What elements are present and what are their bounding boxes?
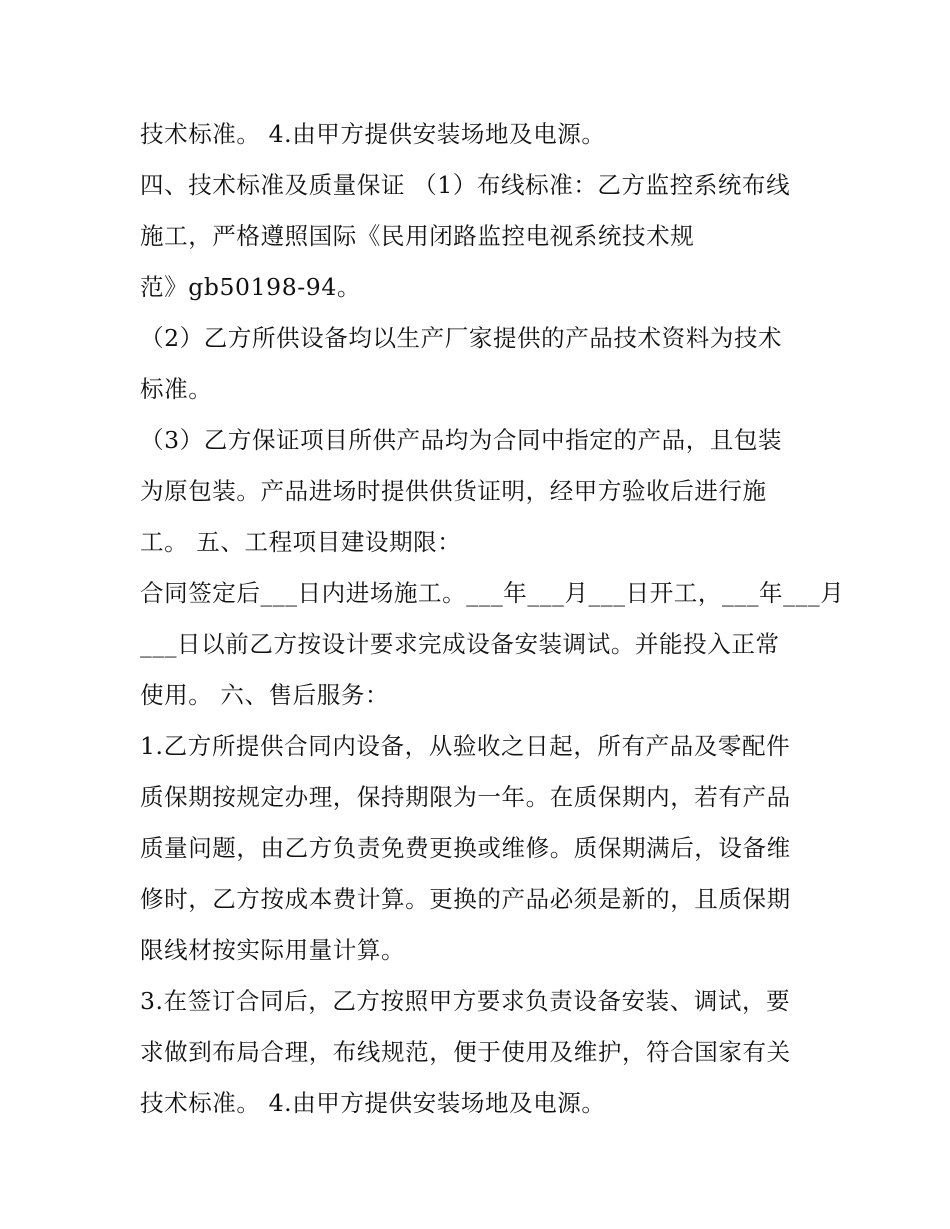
text-line: 质量问题，由乙方负责免费更换或维修。质保期满后，设备维 bbox=[140, 834, 791, 862]
text-line: 施工，严格遵照国际《民用闭路监控电视系统技术规 bbox=[140, 222, 695, 250]
text-line: 标准。 bbox=[140, 375, 213, 403]
text-line: 技术标准。 4.由甲方提供安装场地及电源。 bbox=[140, 1089, 606, 1117]
text-line: 技术标准。 4.由甲方提供安装场地及电源。 bbox=[140, 120, 606, 148]
text-line: 修时，乙方按成本费计算。更换的产品必须是新的，且质保期 bbox=[140, 885, 791, 913]
text-line: 3.在签订合同后，乙方按照甲方要求负责设备安装、调试，要 bbox=[140, 987, 791, 1015]
text-line: 使用。 六、售后服务： bbox=[140, 681, 390, 709]
text-line: 四、技术标准及质量保证 （1）布线标准：乙方监控系统布线 bbox=[140, 171, 791, 199]
text-line: ___日以前乙方按设计要求完成设备安装调试。并能投入正常 bbox=[140, 630, 780, 658]
document-body bbox=[140, 109, 845, 1129]
text-line: 范》gb50198-94。 bbox=[140, 273, 361, 301]
text-line: 工。 五、工程项目建设期限： bbox=[140, 528, 462, 556]
text-line: 求做到布局合理，布线规范，便于使用及维护，符合国家有关 bbox=[140, 1038, 791, 1066]
text-line: （2）乙方所供设备均以生产厂家提供的产品技术资料为技术 bbox=[140, 324, 783, 352]
text-line: 1.乙方所提供合同内设备，从验收之日起，所有产品及零配件 bbox=[140, 732, 791, 760]
text-line: （3）乙方保证项目所供产品均为合同中指定的产品，且包装 bbox=[140, 426, 783, 454]
text-line: 为原包装。产品进场时提供供货证明，经甲方验收后进行施 bbox=[140, 477, 767, 505]
text-line: 质保期按规定办理，保持期限为一年。在质保期内，若有产品 bbox=[140, 783, 791, 811]
text-line: 限线材按实际用量计算。 bbox=[140, 936, 406, 964]
text-line: 合同签定后___日内进场施工。___年___月___日开工，___年___月 bbox=[140, 579, 845, 607]
